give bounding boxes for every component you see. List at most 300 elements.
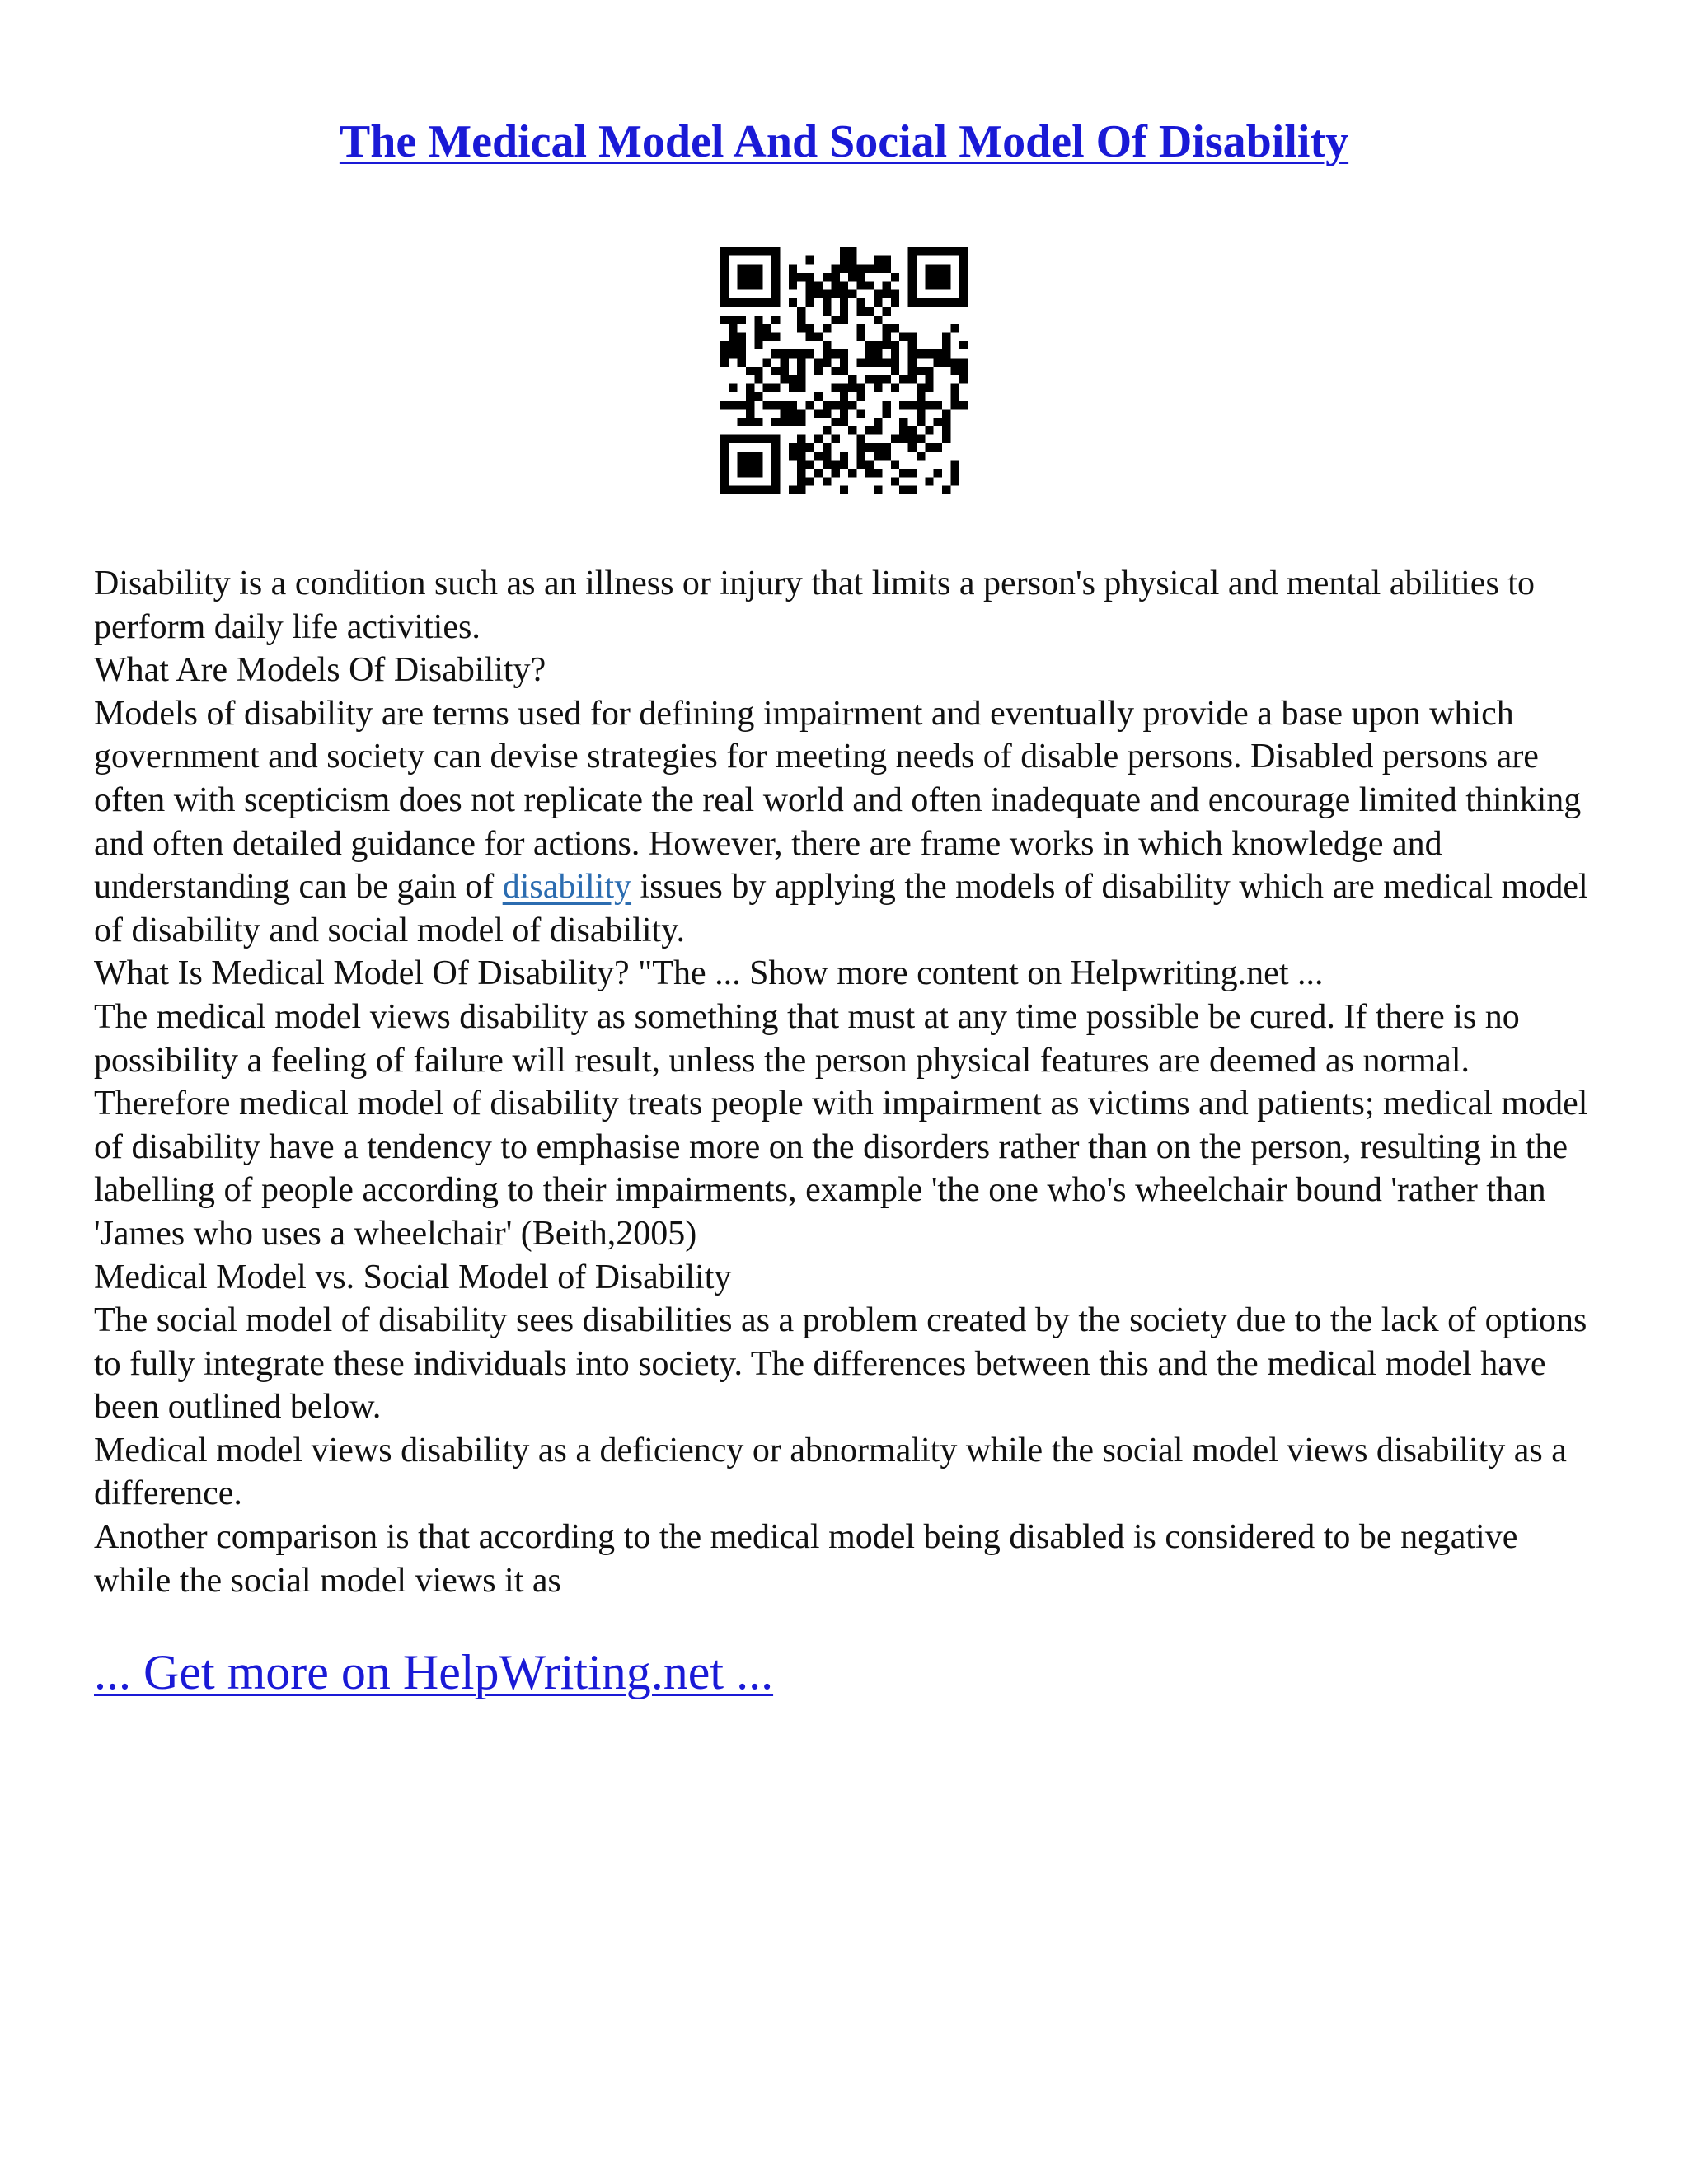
- qr-module: [874, 298, 882, 307]
- qr-module: [857, 410, 865, 418]
- qr-module: [797, 486, 805, 494]
- heading-models: What Are Models Of Disability?: [94, 651, 546, 690]
- qr-module: [840, 461, 848, 469]
- qr-module: [857, 273, 865, 281]
- qr-module: [865, 426, 874, 434]
- qr-module: [814, 290, 823, 298]
- qr-module: [934, 281, 942, 289]
- paragraph-models-text-2: issues by applying the models of disability which are medical model of disability and social model of disability.: [94, 868, 1588, 949]
- qr-module: [823, 341, 831, 349]
- qr-module: [934, 418, 942, 426]
- qr-module: [840, 358, 848, 366]
- qr-module: [950, 477, 959, 485]
- qr-module: [720, 281, 729, 289]
- qr-module: [848, 290, 856, 298]
- qr-module: [797, 375, 805, 383]
- qr-module: [754, 316, 762, 324]
- qr-module: [771, 316, 780, 324]
- qr-module: [865, 307, 874, 315]
- qr-module: [908, 255, 917, 264]
- qr-module: [917, 392, 925, 401]
- qr-module: [720, 486, 729, 494]
- qr-module: [942, 349, 950, 358]
- qr-module: [840, 401, 848, 409]
- qr-module: [805, 273, 814, 281]
- qr-module: [805, 290, 814, 298]
- paragraph-difference: Medical model views disability as a deficiency or abnormality while the social model views disability as a difference.: [94, 1431, 1567, 1513]
- qr-module: [797, 469, 805, 477]
- qr-module: [831, 401, 839, 409]
- qr-module: [823, 477, 831, 485]
- qr-module: [899, 375, 907, 383]
- qr-module: [805, 281, 814, 289]
- qr-module: [959, 255, 968, 264]
- qr-module: [891, 324, 899, 332]
- qr-module: [746, 298, 754, 307]
- qr-module: [840, 290, 848, 298]
- qr-module: [925, 477, 933, 485]
- heading-medical-model: What Is Medical Model Of Disability? "The ... Show more content on Helpwriting.net ...: [94, 954, 1324, 993]
- qr-module: [754, 392, 762, 401]
- qr-module: [797, 435, 805, 443]
- qr-module: [883, 324, 891, 332]
- qr-module: [883, 332, 891, 340]
- qr-module: [729, 298, 737, 307]
- qr-module: [771, 401, 780, 409]
- qr-module: [934, 247, 942, 255]
- qr-module: [857, 452, 865, 460]
- qr-module: [959, 273, 968, 281]
- qr-module: [857, 384, 865, 392]
- qr-module: [891, 384, 899, 392]
- heading-comparison: Medical Model vs. Social Model of Disability: [94, 1258, 732, 1296]
- qr-module: [814, 452, 823, 460]
- qr-module: [746, 461, 754, 469]
- qr-module: [814, 367, 823, 375]
- qr-module: [874, 349, 882, 358]
- qr-module: [729, 349, 737, 358]
- qr-module: [805, 401, 814, 409]
- qr-module: [942, 358, 950, 366]
- qr-module: [789, 375, 797, 383]
- qr-module: [814, 435, 823, 443]
- qr-module: [797, 477, 805, 485]
- qr-module: [959, 341, 968, 349]
- qr-module: [823, 426, 831, 434]
- qr-module: [763, 298, 771, 307]
- qr-module: [874, 358, 882, 366]
- qr-module: [942, 281, 950, 289]
- qr-module: [865, 358, 874, 366]
- qr-module: [754, 469, 762, 477]
- qr-module: [831, 273, 839, 281]
- qr-module: [754, 324, 762, 332]
- qr-module: [805, 332, 814, 340]
- qr-module: [908, 469, 917, 477]
- qr-module: [848, 401, 856, 409]
- qr-module: [899, 486, 907, 494]
- qr-module: [754, 435, 762, 443]
- qr-module: [925, 443, 933, 452]
- qr-module: [917, 384, 925, 392]
- qr-module: [805, 443, 814, 452]
- paragraph-social-model: The social model of disability sees disabilities as a problem created by the society due to the lack of options to fully integrate these individuals into society. The differences between this and the medical model have been outlined below.: [94, 1301, 1587, 1427]
- qr-module: [738, 486, 746, 494]
- qr-module: [797, 418, 805, 426]
- qr-module: [720, 341, 729, 349]
- qr-module: [908, 401, 917, 409]
- qr-module: [720, 273, 729, 281]
- qr-module: [805, 477, 814, 485]
- qr-module: [831, 290, 839, 298]
- qr-module: [738, 332, 746, 340]
- qr-module: [763, 247, 771, 255]
- qr-module: [720, 316, 729, 324]
- qr-module: [857, 265, 865, 273]
- qr-module: [942, 418, 950, 426]
- qr-module: [738, 247, 746, 255]
- qr-module: [950, 392, 959, 401]
- qr-module: [857, 461, 865, 469]
- qr-module: [934, 298, 942, 307]
- qr-module: [917, 298, 925, 307]
- qr-module: [780, 349, 788, 358]
- qr-module: [883, 281, 891, 289]
- qr-module: [746, 281, 754, 289]
- qr-module: [934, 265, 942, 273]
- qr-module: [771, 461, 780, 469]
- qr-module: [934, 401, 942, 409]
- qr-module: [720, 435, 729, 443]
- qr-module: [874, 384, 882, 392]
- qr-code-icon: [720, 247, 968, 494]
- paragraph-medical-model: The medical model views disability as something that must at any time possible be cured. If there is no possibility a feeling of failure will result, unless the person physical features are deemed as normal. Therefore medical model of disability treats people with impairment as victims and patients; medical model of disability have a tendency to emphasise more on the disorders rather than on the person, resulting in the labelling of people according to their impairments, example 'the one who's wheelchair bound 'rather than 'James who uses a wheelchair' (Beith,2005): [94, 997, 1588, 1253]
- qr-module: [754, 341, 762, 349]
- qr-module: [823, 349, 831, 358]
- qr-module: [789, 452, 797, 460]
- qr-module: [823, 358, 831, 366]
- qr-module: [738, 341, 746, 349]
- qr-module: [942, 247, 950, 255]
- qr-module: [950, 461, 959, 469]
- qr-module: [789, 273, 797, 281]
- qr-module: [789, 349, 797, 358]
- article-body: [94, 562, 1602, 1602]
- qr-module: [848, 247, 856, 255]
- qr-module: [720, 461, 729, 469]
- qr-module: [874, 290, 882, 298]
- qr-module: [823, 401, 831, 409]
- qr-module: [746, 273, 754, 281]
- qr-module: [763, 435, 771, 443]
- qr-module: [942, 486, 950, 494]
- qr-module: [891, 273, 899, 281]
- qr-module: [908, 349, 917, 358]
- qr-module: [789, 265, 797, 273]
- qr-module: [754, 265, 762, 273]
- qr-module: [746, 401, 754, 409]
- qr-module: [857, 435, 865, 443]
- qr-module: [831, 349, 839, 358]
- qr-module: [814, 332, 823, 340]
- qr-module: [917, 401, 925, 409]
- qr-module: [771, 332, 780, 340]
- qr-module: [883, 307, 891, 315]
- qr-module: [950, 384, 959, 392]
- qr-module: [729, 341, 737, 349]
- qr-module: [823, 443, 831, 452]
- qr-module: [720, 401, 729, 409]
- qr-module: [831, 384, 839, 392]
- qr-module: [797, 307, 805, 315]
- qr-module: [797, 443, 805, 452]
- qr-module: [814, 281, 823, 289]
- qr-module: [942, 332, 950, 340]
- qr-module: [857, 392, 865, 401]
- qr-module: [831, 418, 839, 426]
- page-title-link[interactable]: The Medical Model And Social Model Of Disability: [339, 116, 1349, 167]
- qr-module: [959, 367, 968, 375]
- qr-module: [789, 443, 797, 452]
- qr-module: [865, 443, 874, 452]
- qr-module: [874, 486, 882, 494]
- qr-module: [754, 367, 762, 375]
- qr-module: [720, 247, 729, 255]
- qr-module: [959, 375, 968, 383]
- qr-module: [874, 418, 882, 426]
- qr-module: [738, 452, 746, 460]
- qr-module: [720, 469, 729, 477]
- qr-module: [763, 358, 771, 366]
- qr-module: [746, 418, 754, 426]
- qr-module: [840, 367, 848, 375]
- qr-module: [771, 255, 780, 264]
- qr-module: [754, 375, 762, 383]
- qr-module: [823, 307, 831, 315]
- qr-module: [746, 392, 754, 401]
- qr-module: [831, 435, 839, 443]
- qr-module: [865, 281, 874, 289]
- qr-module: [771, 418, 780, 426]
- qr-module: [771, 367, 780, 375]
- qr-module: [814, 410, 823, 418]
- qr-module: [729, 332, 737, 340]
- qr-module: [771, 477, 780, 485]
- qr-module: [720, 255, 729, 264]
- qr-module: [720, 477, 729, 485]
- qr-module: [823, 290, 831, 298]
- qr-module: [814, 358, 823, 366]
- qr-module: [891, 298, 899, 307]
- qr-module: [874, 341, 882, 349]
- qr-module: [746, 384, 754, 392]
- paragraph-models: [94, 692, 1602, 953]
- qr-module: [729, 324, 737, 332]
- qr-module: [780, 401, 788, 409]
- qr-module: [934, 273, 942, 281]
- qr-module: [720, 265, 729, 273]
- qr-module: [771, 384, 780, 392]
- qr-module: [917, 418, 925, 426]
- qr-module: [874, 426, 882, 434]
- qr-module: [720, 290, 729, 298]
- qr-module: [899, 435, 907, 443]
- qr-module: [942, 426, 950, 434]
- qr-module: [797, 452, 805, 460]
- paragraph-comparison: Another comparison is that according to the medical model being disabled is considered to be negative while the social model views it as: [94, 1518, 1518, 1600]
- qr-module: [738, 461, 746, 469]
- qr-module: [959, 401, 968, 409]
- qr-module: [780, 367, 788, 375]
- qr-module: [840, 247, 848, 255]
- qr-module: [771, 443, 780, 452]
- qr-module: [959, 247, 968, 255]
- qr-module: [950, 247, 959, 255]
- qr-module: [771, 298, 780, 307]
- qr-module: [891, 477, 899, 485]
- qr-module: [848, 426, 856, 434]
- qr-module: [840, 418, 848, 426]
- qr-module: [729, 247, 737, 255]
- qr-module: [754, 486, 762, 494]
- qr-module: [934, 358, 942, 366]
- qr-module: [857, 443, 865, 452]
- qr-module: [831, 316, 839, 324]
- qr-module: [950, 324, 959, 332]
- qr-module: [917, 349, 925, 358]
- qr-module: [780, 410, 788, 418]
- qr-module: [763, 486, 771, 494]
- qr-module: [942, 435, 950, 443]
- qr-module: [899, 332, 907, 340]
- qr-module: [925, 349, 933, 358]
- disability-link[interactable]: disability: [502, 868, 632, 907]
- qr-module: [865, 461, 874, 469]
- qr-module: [908, 443, 917, 452]
- qr-module: [771, 281, 780, 289]
- get-more-link[interactable]: ... Get more on HelpWriting.net ...: [94, 1645, 774, 1699]
- qr-module: [840, 410, 848, 418]
- qr-module: [899, 401, 907, 409]
- qr-module: [865, 469, 874, 477]
- qr-module: [950, 367, 959, 375]
- qr-module: [780, 418, 788, 426]
- qr-module: [899, 469, 907, 477]
- qr-module: [840, 452, 848, 460]
- qr-module: [950, 401, 959, 409]
- qr-module: [925, 298, 933, 307]
- qr-module: [797, 358, 805, 366]
- qr-module: [805, 324, 814, 332]
- qr-module: [925, 375, 933, 383]
- qr-module: [917, 452, 925, 460]
- qr-module: [942, 265, 950, 273]
- qr-module: [934, 469, 942, 477]
- qr-module: [797, 367, 805, 375]
- qr-module: [857, 307, 865, 315]
- qr-module: [797, 349, 805, 358]
- qr-module: [797, 461, 805, 469]
- qr-module: [908, 435, 917, 443]
- qr-module: [754, 461, 762, 469]
- qr-module: [865, 375, 874, 383]
- qr-module: [874, 443, 882, 452]
- qr-module: [738, 358, 746, 366]
- qr-module: [857, 332, 865, 340]
- qr-module: [925, 367, 933, 375]
- qr-module: [746, 410, 754, 418]
- qr-module: [840, 298, 848, 307]
- qr-module: [908, 341, 917, 349]
- qr-module: [899, 426, 907, 434]
- qr-module: [883, 401, 891, 409]
- qr-module: [925, 426, 933, 434]
- qr-module: [942, 410, 950, 418]
- qr-module: [942, 298, 950, 307]
- qr-module: [840, 307, 848, 315]
- qr-module: [729, 384, 737, 392]
- qr-module: [738, 401, 746, 409]
- qr-module: [857, 324, 865, 332]
- qr-module: [729, 401, 737, 409]
- qr-module: [797, 410, 805, 418]
- qr-module: [840, 316, 848, 324]
- qr-module: [934, 349, 942, 358]
- qr-module: [831, 469, 839, 477]
- title-container: [0, 115, 1688, 168]
- qr-module: [908, 273, 917, 281]
- qr-module: [738, 273, 746, 281]
- qr-module: [797, 384, 805, 392]
- qr-module: [848, 273, 856, 281]
- qr-module: [797, 273, 805, 281]
- qr-module: [720, 298, 729, 307]
- qr-module: [763, 384, 771, 392]
- qr-module: [797, 316, 805, 324]
- qr-module: [865, 349, 874, 358]
- qr-module: [848, 265, 856, 273]
- qr-module: [763, 324, 771, 332]
- qr-module: [771, 486, 780, 494]
- qr-module: [746, 367, 754, 375]
- qr-module: [883, 290, 891, 298]
- qr-module: [780, 358, 788, 366]
- qr-module: [720, 443, 729, 452]
- qr-module: [883, 255, 891, 264]
- qr-module: [848, 469, 856, 477]
- qr-module: [754, 247, 762, 255]
- qr-module: [917, 435, 925, 443]
- qr-module: [746, 486, 754, 494]
- qr-module: [840, 349, 848, 358]
- qr-module: [805, 255, 814, 264]
- qr-module: [891, 435, 899, 443]
- qr-module: [891, 290, 899, 298]
- qr-module: [805, 349, 814, 358]
- qr-module: [738, 298, 746, 307]
- qr-module: [738, 281, 746, 289]
- qr-module: [823, 461, 831, 469]
- qr-module: [746, 435, 754, 443]
- qr-module: [857, 298, 865, 307]
- qr-module: [925, 273, 933, 281]
- qr-module: [771, 435, 780, 443]
- qr-module: [908, 486, 917, 494]
- qr-module: [891, 341, 899, 349]
- qr-module: [746, 469, 754, 477]
- qr-module: [934, 443, 942, 452]
- qr-module: [908, 375, 917, 383]
